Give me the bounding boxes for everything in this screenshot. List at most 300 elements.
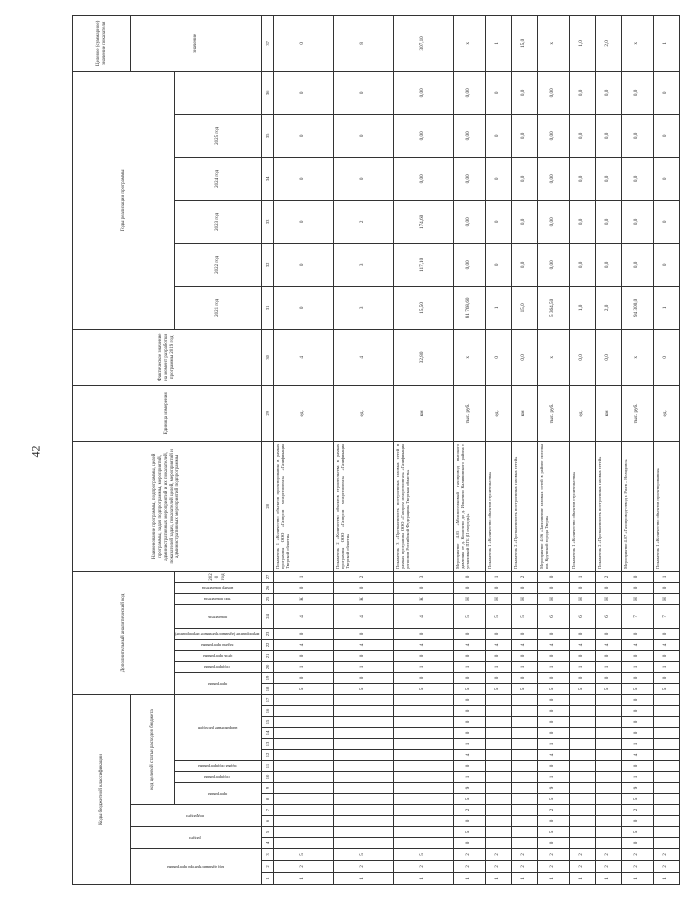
code-cell <box>653 706 679 717</box>
code-cell: 2 <box>453 849 485 861</box>
row-year-value: 0 <box>333 157 393 200</box>
code-cell: 5 <box>273 849 333 861</box>
additional-code-header: Дополнительный аналитический код <box>73 571 175 694</box>
analytic-code-cell: 4 <box>453 640 485 651</box>
code-cell <box>333 772 393 783</box>
row-name: Показатель 2 «Протяженность построенных газовых сетей» <box>511 441 537 571</box>
column-number: 7 <box>261 805 273 816</box>
row-year-value: 15,50 <box>393 286 453 329</box>
analytic-code-cell: 0 <box>273 673 333 684</box>
code-cell <box>511 750 537 761</box>
column-number: 17 <box>261 695 273 706</box>
analytic-code-cell: 1 <box>273 662 333 673</box>
analytic-code-cell: 0 <box>333 583 393 594</box>
code-cell: 5 <box>453 827 485 838</box>
analytic-code-cell: 0 <box>485 651 511 662</box>
column-number: 37 <box>261 15 273 71</box>
analytic-code-cell: 0 <box>485 629 511 640</box>
code-cell <box>653 794 679 805</box>
code-cell: 0 <box>453 706 485 717</box>
row-year-value: 0 <box>273 243 333 286</box>
code-cell: 0 <box>453 728 485 739</box>
analytic-code-cell: 0 <box>453 571 485 582</box>
column-number: 11 <box>261 761 273 772</box>
analytic-code-cell: 1 <box>569 662 595 673</box>
table-row <box>653 15 679 884</box>
analytic-code-cell: 0 <box>485 673 511 684</box>
analytic-code-cell: 0 <box>485 583 511 594</box>
code-cell <box>485 794 511 805</box>
row-total: x <box>453 15 485 71</box>
analytic-code-cell: 0 <box>453 629 485 640</box>
code-cell <box>393 838 453 849</box>
code-cell <box>485 706 511 717</box>
code-cell <box>485 728 511 739</box>
column-number: 29 <box>261 385 273 441</box>
code-cell: 2 <box>511 849 537 861</box>
code-cell <box>569 772 595 783</box>
code-cell <box>273 695 333 706</box>
code-cell <box>273 838 333 849</box>
row-year-value: 0,0 <box>595 200 621 243</box>
analytic-code-cell: 0 <box>393 583 453 594</box>
code-cell: 0 <box>621 761 653 772</box>
fact-header: Фактическое значение на момент разработки программы 2019 год <box>73 329 262 385</box>
table-row <box>569 15 595 884</box>
analytic-code-cell: 5 <box>621 684 653 695</box>
code-cell: 2 <box>537 805 569 816</box>
code-cell: 4 <box>453 750 485 761</box>
row-unit: км <box>511 385 537 441</box>
analytic-code-cell: Н <box>653 594 679 605</box>
analytic-code-cell: 0 <box>333 651 393 662</box>
analytic-code-cell: 1 <box>653 571 679 582</box>
code-cell: 2 <box>273 861 333 873</box>
code-cell <box>569 750 595 761</box>
col-a-number: номер показателя <box>175 583 262 594</box>
column-number: 4 <box>261 838 273 849</box>
row-year-value: 0,0 <box>621 200 653 243</box>
row-fact: 0,0 <box>511 329 537 385</box>
code-cell <box>511 739 537 750</box>
row-year-value: 5 364,50 <box>537 286 569 329</box>
code-cell: 2 <box>653 849 679 861</box>
row-fact: 0,0 <box>595 329 621 385</box>
code-cell <box>333 805 393 816</box>
table-row <box>273 15 333 884</box>
column-number: 22 <box>261 640 273 651</box>
code-cell <box>333 717 393 728</box>
row-unit: км <box>595 385 621 441</box>
code-cell <box>393 805 453 816</box>
row-fact: 4 <box>273 329 333 385</box>
row-year-value: 0 <box>273 114 333 157</box>
code-cell <box>333 783 393 794</box>
page-number: 42 <box>28 445 43 458</box>
row-fact: 4 <box>333 329 393 385</box>
row-year-value: 0 <box>653 157 679 200</box>
code-cell <box>393 695 453 706</box>
code-cell <box>393 827 453 838</box>
code-cell: 5 <box>537 827 569 838</box>
row-year-value: 0 <box>485 243 511 286</box>
code-cell: 2 <box>453 861 485 873</box>
col-a-type: тип показателя <box>175 594 262 605</box>
analytic-code-cell: 6 <box>595 605 621 629</box>
unit-header: Единица измерения <box>73 385 262 441</box>
row-unit: ед. <box>485 385 511 441</box>
row-year-value: 0,00 <box>537 200 569 243</box>
code-cell: 2 <box>453 805 485 816</box>
row-year-value: 0,0 <box>621 243 653 286</box>
row-year-value: 0,0 <box>569 157 595 200</box>
row-total: x <box>537 15 569 71</box>
code-cell: 0 <box>537 761 569 772</box>
analytic-code-cell: 1 <box>595 662 621 673</box>
analytic-code-cell: 0 <box>511 629 537 640</box>
row-name: Показатель 1 «Количество объектов строительства» <box>485 441 511 571</box>
code-cell <box>595 783 621 794</box>
row-year-value: 0 <box>485 71 511 114</box>
code-cell: 1 <box>537 772 569 783</box>
code-cell <box>485 739 511 750</box>
row-name: Показатель 1 «Количество объектов проектирования в рамках программы ООО «Газпром межрегионгаз» «Газификация Тверской области» <box>273 441 333 571</box>
analytic-code-cell: 0 <box>393 651 453 662</box>
analytic-code-cell: 6 <box>537 605 569 629</box>
code-cell <box>511 816 537 827</box>
analytic-code-cell: 5 <box>595 684 621 695</box>
code-cell: 2 <box>537 861 569 873</box>
analytic-code-cell: 5 <box>511 605 537 629</box>
code-cell: 2 <box>569 849 595 861</box>
analytic-code-cell: 0 <box>653 673 679 684</box>
code-cell <box>273 739 333 750</box>
code-cell <box>595 827 621 838</box>
column-number: 9 <box>261 783 273 794</box>
row-year-value: 0,0 <box>595 71 621 114</box>
code-cell: 0 <box>453 816 485 827</box>
code-cell: 0 <box>537 728 569 739</box>
column-number: 27 <box>261 571 273 582</box>
code-cell <box>485 816 511 827</box>
table-row <box>485 15 511 884</box>
column-number: 19 <box>261 673 273 684</box>
row-unit: тыс. руб. <box>537 385 569 441</box>
row-year-value: 0 <box>653 71 679 114</box>
analytic-code-cell: 0 <box>273 651 333 662</box>
code-cell <box>569 717 595 728</box>
code-cell <box>333 761 393 772</box>
analytic-code-cell: 0 <box>595 651 621 662</box>
analytic-code-cell: 4 <box>621 640 653 651</box>
analytic-code-cell: К <box>333 594 393 605</box>
code-cell <box>511 805 537 816</box>
code-cell <box>273 805 333 816</box>
code-cell <box>393 772 453 783</box>
row-year-value: 0,00 <box>453 114 485 157</box>
analytic-code-cell: 0 <box>653 651 679 662</box>
row-fact: 0,0 <box>569 329 595 385</box>
analytic-code-cell: 0 <box>595 583 621 594</box>
code-cell <box>595 739 621 750</box>
row-unit: тыс. руб. <box>621 385 653 441</box>
code-cell <box>653 750 679 761</box>
code-cell <box>485 805 511 816</box>
column-number: 16 <box>261 706 273 717</box>
row-year-value: 0,0 <box>569 243 595 286</box>
code-cell: 2 <box>511 861 537 873</box>
code-cell: 2 <box>485 849 511 861</box>
code-cell: 1 <box>569 873 595 885</box>
column-number: 15 <box>261 717 273 728</box>
code-cell <box>273 816 333 827</box>
row-year-value: 0 <box>485 114 511 157</box>
code-cell <box>485 838 511 849</box>
analytic-code-cell: 0 <box>621 583 653 594</box>
analytic-code-cell: 4 <box>511 640 537 651</box>
code-cell <box>273 783 333 794</box>
analytic-code-cell: 1 <box>537 662 569 673</box>
row-unit: ед. <box>273 385 333 441</box>
codes-group-header: Коды бюджетной классификации <box>73 695 131 885</box>
row-fact: 0 <box>485 329 511 385</box>
row-year-value: 0,00 <box>453 157 485 200</box>
code-cell <box>653 805 679 816</box>
analytic-code-cell: 5 <box>537 684 569 695</box>
code-cell: 2 <box>569 861 595 873</box>
row-year-value: 0,0 <box>595 114 621 157</box>
col-a-measure: мероприятие (административное мероприятие) <box>175 629 262 640</box>
row-year-value: 94 300,0 <box>621 286 653 329</box>
year-2023-header: 2023 год <box>175 200 262 243</box>
analytic-code-cell: 4 <box>653 640 679 651</box>
column-number: 2 <box>261 861 273 873</box>
table-row <box>333 15 393 884</box>
code-cell <box>333 728 393 739</box>
code-cell <box>333 695 393 706</box>
row-year-value: 0 <box>273 286 333 329</box>
analytic-code-cell: 0 <box>511 673 537 684</box>
column-number: 21 <box>261 651 273 662</box>
analytic-code-cell: 0 <box>511 651 537 662</box>
analytic-code-cell: 7 <box>653 605 679 629</box>
column-number: 35 <box>261 114 273 157</box>
row-year-value: 2 <box>333 200 393 243</box>
row-year-value: 1,0 <box>569 286 595 329</box>
row-total: 307,10 <box>393 15 453 71</box>
row-total: 15,0 <box>511 15 537 71</box>
code-cell: 1 <box>621 772 653 783</box>
code-cell: 0 <box>621 838 653 849</box>
row-year-value: 2,0 <box>595 286 621 329</box>
code-cell <box>511 827 537 838</box>
code-cell: 9 <box>621 783 653 794</box>
analytic-code-cell: 0 <box>569 583 595 594</box>
analytic-code-cell: 5 <box>333 684 393 695</box>
analytic-code-cell: 3 <box>393 571 453 582</box>
row-year-value: 0 <box>333 114 393 157</box>
analytic-code-cell: 0 <box>453 651 485 662</box>
name-header: Наименование программы, подпрограммы, целей программы, задач подпрограммы, мероприятий, административных мероприятий и их показателей, показателей задач, показателей целей, мероприятий и административных мероприятий подпрограммы <box>73 441 262 571</box>
code-cell <box>569 838 595 849</box>
analytic-code-cell: 0 <box>621 651 653 662</box>
row-unit: км <box>393 385 453 441</box>
code-cell: 5 <box>621 794 653 805</box>
code-cell: 0 <box>453 761 485 772</box>
code-cell <box>653 783 679 794</box>
code-cell: 2 <box>653 861 679 873</box>
analytic-code-cell: 0 <box>653 583 679 594</box>
analytic-code-cell: 1 <box>511 662 537 673</box>
code-cell <box>569 805 595 816</box>
code-cell: 0 <box>537 706 569 717</box>
year-2022-header: 2022 год <box>175 243 262 286</box>
column-number: 10 <box>261 772 273 783</box>
analytic-code-cell: 4 <box>273 605 333 629</box>
analytic-code-cell: 1 <box>621 662 653 673</box>
code-cell <box>653 838 679 849</box>
data-rows <box>273 15 679 884</box>
row-year-value: 0,0 <box>621 71 653 114</box>
row-year-value: 0,0 <box>511 114 537 157</box>
analytic-code-cell: 1 <box>333 662 393 673</box>
code-cell: 2 <box>595 861 621 873</box>
row-total: 8 <box>333 15 393 71</box>
analytic-code-cell: Н <box>537 594 569 605</box>
analytic-code-cell: 1 <box>453 662 485 673</box>
analytic-code-cell: Н <box>569 594 595 605</box>
code-cell <box>485 761 511 772</box>
code-cell: 9 <box>537 783 569 794</box>
analytic-code-cell: Н <box>453 594 485 605</box>
row-total: 1,0 <box>569 15 595 71</box>
row-year-value: 3 <box>333 243 393 286</box>
column-number: 8 <box>261 794 273 805</box>
row-year-value: 0,00 <box>453 71 485 114</box>
code-cell: 2 <box>537 849 569 861</box>
col-a-goal: цель программы <box>175 651 262 662</box>
code-cell <box>511 717 537 728</box>
code-cell <box>511 706 537 717</box>
code-cell <box>393 783 453 794</box>
code-cell <box>595 838 621 849</box>
code-cell: 1 <box>595 873 621 885</box>
row-year-value: 0,00 <box>393 71 453 114</box>
code-cell: 2 <box>333 861 393 873</box>
column-number: 34 <box>261 157 273 200</box>
row-year-value: 0 <box>273 71 333 114</box>
code-cell <box>511 728 537 739</box>
row-year-value: 15,0 <box>511 286 537 329</box>
years-group-header: Годы реализации программы <box>73 71 175 329</box>
code-cell <box>393 739 453 750</box>
analytic-code-cell: 0 <box>333 673 393 684</box>
column-numbers-row <box>261 15 273 884</box>
code-cell <box>595 805 621 816</box>
program-indicators-table <box>72 15 680 885</box>
row-name: Показатель 2 «Количество объектов строительства в рамках программы ООО «Газпром межрегионгаз» «Газификация Тверской области» <box>333 441 393 571</box>
row-year-value: 0,0 <box>569 200 595 243</box>
row-year-value: 0 <box>333 71 393 114</box>
row-name: Мероприятие 4.06 «Заполнение газовых сетей в районе поселка им. Крупской города Твери» <box>537 441 569 571</box>
analytic-code-cell: 5 <box>485 605 511 629</box>
analytic-code-cell: 0 <box>569 651 595 662</box>
code-cell <box>569 794 595 805</box>
code-cell <box>485 827 511 838</box>
analytic-code-cell: 4 <box>393 605 453 629</box>
row-year-value: 0,0 <box>511 71 537 114</box>
column-number: 18 <box>261 684 273 695</box>
table-row <box>621 15 653 884</box>
code-cell <box>653 695 679 706</box>
analytic-code-cell: 0 <box>569 673 595 684</box>
row-year-value: 0,00 <box>537 114 569 157</box>
code-cell <box>569 728 595 739</box>
total-value-header: значение <box>131 15 262 71</box>
code-cell <box>569 706 595 717</box>
row-year-value: 117,10 <box>393 243 453 286</box>
code-cell: 1 <box>393 873 453 885</box>
code-cell: 1 <box>333 873 393 885</box>
code-cell <box>595 761 621 772</box>
row-total: x <box>621 15 653 71</box>
analytic-code-cell: 0 <box>393 673 453 684</box>
analytic-code-cell: 0 <box>453 673 485 684</box>
analytic-code-cell: 5 <box>569 684 595 695</box>
code-cell <box>273 761 333 772</box>
analytic-code-cell: 7 <box>621 605 653 629</box>
row-year-value: 0,00 <box>537 243 569 286</box>
analytic-code-cell: 0 <box>333 629 393 640</box>
analytic-code-cell: 0 <box>569 629 595 640</box>
code-cell: 2 <box>485 861 511 873</box>
code-cell <box>511 761 537 772</box>
table-row <box>595 15 621 884</box>
code-cell <box>273 794 333 805</box>
code-cell: 0 <box>621 695 653 706</box>
code-cell: 2 <box>595 849 621 861</box>
rotated-table-container <box>72 20 669 885</box>
analytic-code-cell: 6 <box>569 605 595 629</box>
code-cell <box>653 816 679 827</box>
col-a-program: программа <box>175 673 262 695</box>
column-number: 26 <box>261 583 273 594</box>
code-cell: 1 <box>273 873 333 885</box>
code-cell <box>595 695 621 706</box>
row-year-value: 0,0 <box>511 157 537 200</box>
code-cell: 2 <box>621 861 653 873</box>
analytic-code-cell: К <box>273 594 333 605</box>
code-cell: 1 <box>453 739 485 750</box>
analytic-code-cell: 0 <box>273 583 333 594</box>
table-row <box>511 15 537 884</box>
analytic-code-cell: 5 <box>453 605 485 629</box>
code-cell: 5 <box>333 849 393 861</box>
code-cell <box>569 739 595 750</box>
analytic-code-cell: 4 <box>595 640 621 651</box>
code-cell: 0 <box>453 838 485 849</box>
code-cell <box>333 827 393 838</box>
code-cell: 0 <box>453 717 485 728</box>
code-cell <box>333 794 393 805</box>
column-number: 24 <box>261 605 273 629</box>
analytic-code-cell: 0 <box>273 629 333 640</box>
row-unit: ед. <box>653 385 679 441</box>
code-cell <box>333 816 393 827</box>
row-total: 0 <box>273 15 333 71</box>
code-cell: 9 <box>453 783 485 794</box>
code-cell: 5 <box>537 794 569 805</box>
